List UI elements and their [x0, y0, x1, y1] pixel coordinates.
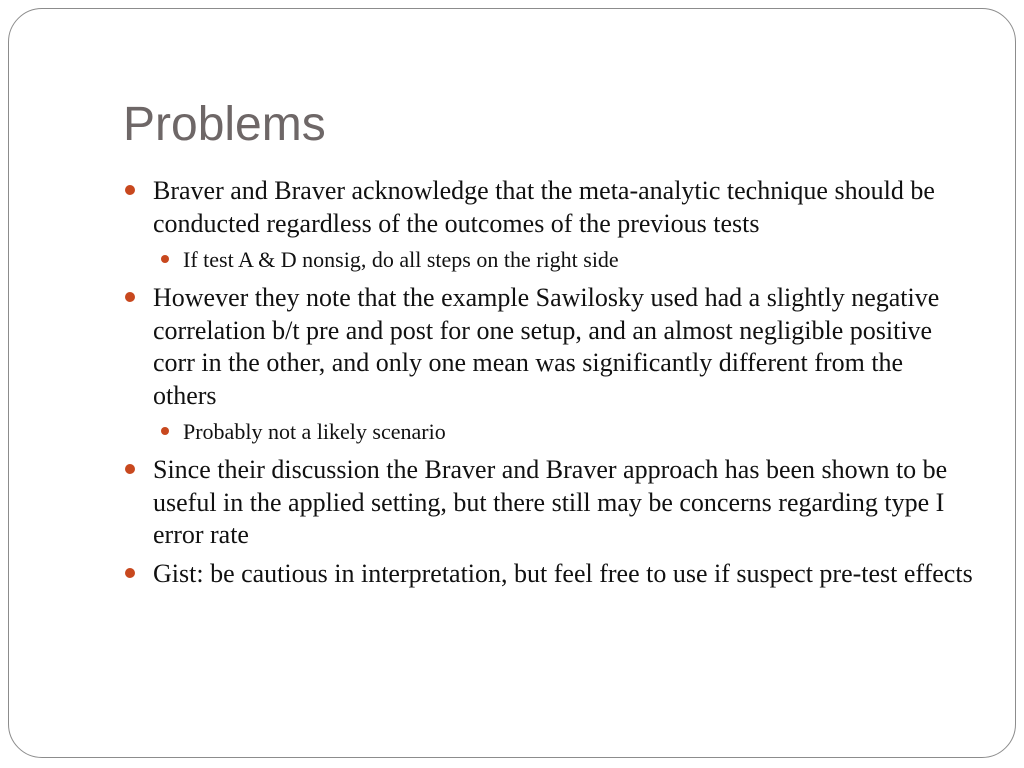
- bullet-dot-icon: [161, 427, 169, 435]
- bullet-text: Gist: be cautious in interpretation, but feel free to use if suspect pre-test effects: [153, 558, 973, 588]
- bullet-text: Since their discussion the Braver and Braver approach has been shown to be useful in the applied setting, but there still may be concerns regarding type I error rate: [153, 455, 948, 549]
- bullet-item: [123, 558, 973, 591]
- bullet-dot-icon: [125, 292, 135, 302]
- bullet-dot-icon: [125, 568, 135, 578]
- bullet-item: [123, 282, 973, 412]
- sub-bullet-text: Probably not a likely scenario: [183, 419, 446, 444]
- sub-bullet-item: [123, 246, 973, 274]
- bullet-item: [123, 175, 973, 240]
- slide-title: Problems: [123, 98, 326, 151]
- sub-bullet-text: If test A & D nonsig, do all steps on the right side: [183, 247, 619, 272]
- sub-bullet-item: [123, 418, 973, 446]
- bullet-dot-icon: [125, 185, 135, 195]
- bullet-dot-icon: [125, 464, 135, 474]
- bullet-list: [123, 175, 973, 596]
- bullet-text: Braver and Braver acknowledge that the meta-analytic technique should be conducted regardless of the outcomes of the previous tests: [153, 176, 935, 238]
- bullet-dot-icon: [161, 255, 169, 263]
- bullet-item: [123, 454, 973, 552]
- bullet-text: However they note that the example Sawilosky used had a slightly negative correlation b/t pre and post for one setup, and an almost negligible positive corr in the other, and only one mean was significantly different from the others: [153, 283, 940, 410]
- slide-frame: [8, 8, 1016, 758]
